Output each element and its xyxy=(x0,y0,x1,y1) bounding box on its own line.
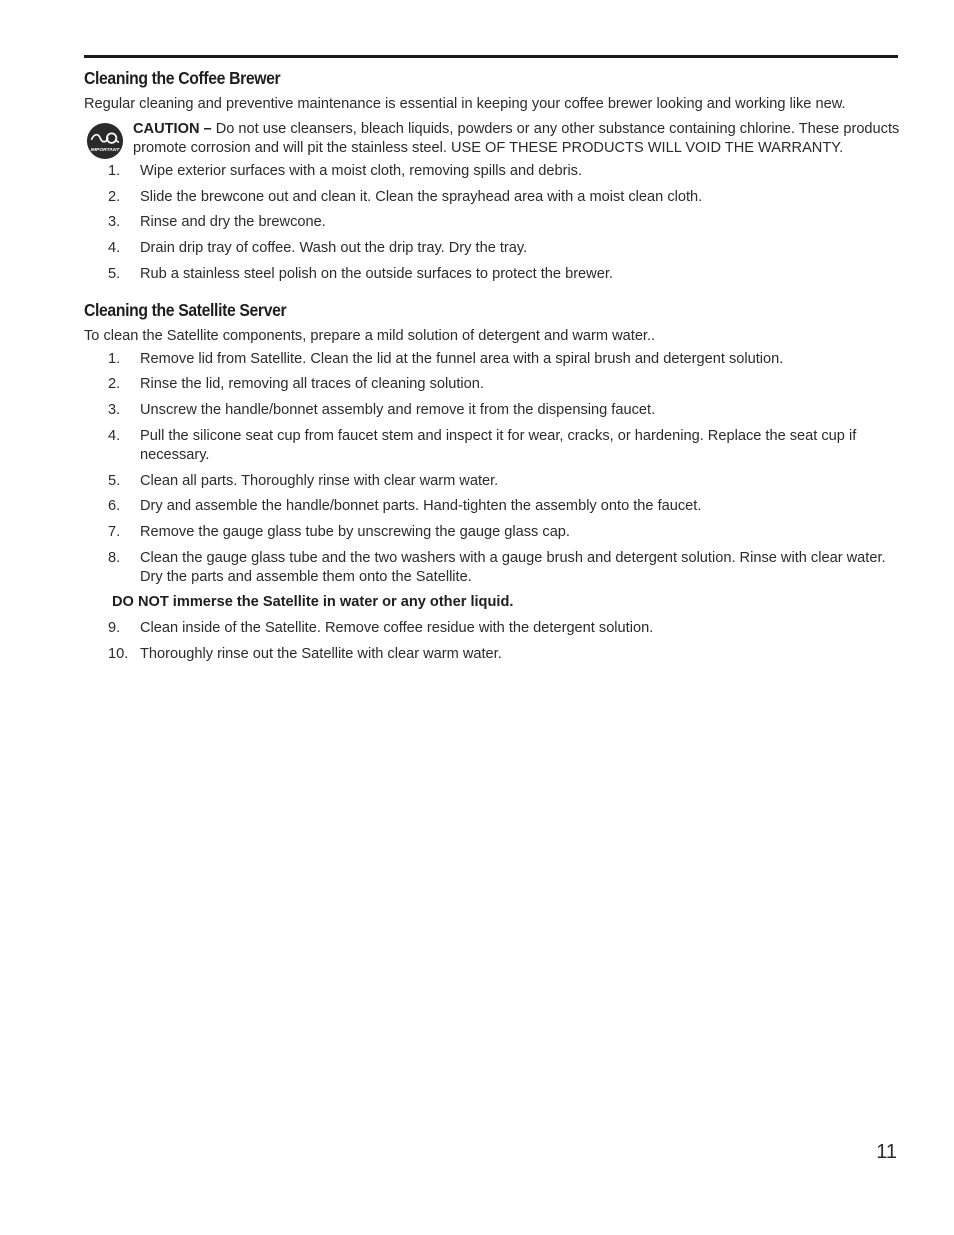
list-item xyxy=(84,350,900,369)
section-title-coffee-brewer: Cleaning the Coffee Brewer xyxy=(84,68,281,88)
step-number: 1. xyxy=(108,350,121,367)
step-text: Clean the gauge glass tube and the two washers with a gauge brush and detergent solution. Rinse with clear water. Dry the parts and assemble them onto the Satellite. xyxy=(140,549,886,585)
section-intro-coffee-brewer: Regular cleaning and preventive maintenance is essential in keeping your coffee brewer looking and working like new. xyxy=(84,96,846,112)
step-number: 7. xyxy=(108,523,121,540)
list-item xyxy=(84,619,900,638)
step-text: Rinse and dry the brewcone. xyxy=(140,214,326,231)
step-text: Remove lid from Satellite. Clean the lid at the funnel area with a spiral brush and detergent solution. xyxy=(140,350,784,367)
step-number: 5. xyxy=(108,265,121,282)
step-number: 4. xyxy=(108,240,121,257)
brewer-steps-list xyxy=(84,162,900,284)
caution-label: CAUTION – xyxy=(133,121,212,137)
list-item xyxy=(84,523,900,542)
step-number: 9. xyxy=(108,620,121,637)
section-satellite-server xyxy=(84,298,900,664)
section-intro-satellite-server: To clean the Satellite components, prepare a mild solution of detergent and warm water.. xyxy=(84,327,656,344)
list-item xyxy=(84,549,900,587)
page-content xyxy=(84,66,900,671)
step-number: 6. xyxy=(108,498,121,515)
step-number: 2. xyxy=(108,188,121,205)
step-text: Rub a stainless steel polish on the outside surfaces to protect the brewer. xyxy=(140,265,613,282)
list-item xyxy=(84,265,900,284)
list-item xyxy=(84,645,900,664)
top-rule xyxy=(84,55,898,58)
list-item xyxy=(84,472,900,491)
list-item xyxy=(84,497,900,516)
section-title-satellite-server: Cleaning the Satellite Server xyxy=(84,299,287,320)
step-text: Dry and assemble the handle/bonnet parts. Hand-tighten the assembly onto the faucet. xyxy=(140,498,702,515)
step-number: 4. xyxy=(108,427,121,444)
satellite-steps-list-continued xyxy=(84,619,900,664)
step-number: 2. xyxy=(108,376,121,393)
step-text: Clean all parts. Thoroughly rinse with clear warm water. xyxy=(140,472,499,489)
important-icon-label: IMPORTANT xyxy=(90,147,120,153)
step-text: Clean inside of the Satellite. Remove coffee residue with the detergent solution. xyxy=(140,620,654,637)
list-item xyxy=(84,401,900,420)
list-item xyxy=(84,239,900,258)
satellite-steps-list xyxy=(84,350,900,587)
list-item xyxy=(84,188,900,207)
page-number: 11 xyxy=(876,1141,897,1163)
caution-notice xyxy=(84,120,900,158)
step-text: Wipe exterior surfaces with a moist cloth, removing spills and debris. xyxy=(140,163,583,179)
step-text: Remove the gauge glass tube by unscrewing the gauge glass cap. xyxy=(140,523,570,540)
step-text: Rinse the lid, removing all traces of cleaning solution. xyxy=(140,376,484,393)
step-text: Pull the silicone seat cup from faucet stem and inspect it for wear, cracks, or hardening. Replace the seat cup if necessary. xyxy=(140,427,857,463)
list-item xyxy=(84,162,900,181)
caution-text: Do not use cleansers, bleach liquids, powders or any other substance containing chlorine. These products promote corrosion and will pit the stainless steel. USE OF THESE PRODUCTS WILL VOID THE WARRANTY. xyxy=(133,121,900,156)
step-text: Slide the brewcone out and clean it. Clean the sprayhead area with a moist clean cloth. xyxy=(140,188,703,205)
step-number: 1. xyxy=(108,163,121,179)
step-number: 3. xyxy=(108,402,121,419)
step-number: 8. xyxy=(108,549,121,566)
step-number: 10. xyxy=(108,645,129,662)
step-text: Drain drip tray of coffee. Wash out the drip tray. Dry the tray. xyxy=(140,240,528,257)
immersion-warning: DO NOT immerse the Satellite in water or any other liquid. xyxy=(112,594,514,611)
list-item xyxy=(84,213,900,232)
step-number: 3. xyxy=(108,214,121,231)
list-item xyxy=(84,427,900,465)
step-text: Unscrew the handle/bonnet assembly and remove it from the dispensing faucet. xyxy=(140,402,656,419)
important-icon xyxy=(86,122,124,160)
step-number: 5. xyxy=(108,472,121,489)
step-text: Thoroughly rinse out the Satellite with clear warm water. xyxy=(140,645,502,662)
list-item xyxy=(84,375,900,394)
